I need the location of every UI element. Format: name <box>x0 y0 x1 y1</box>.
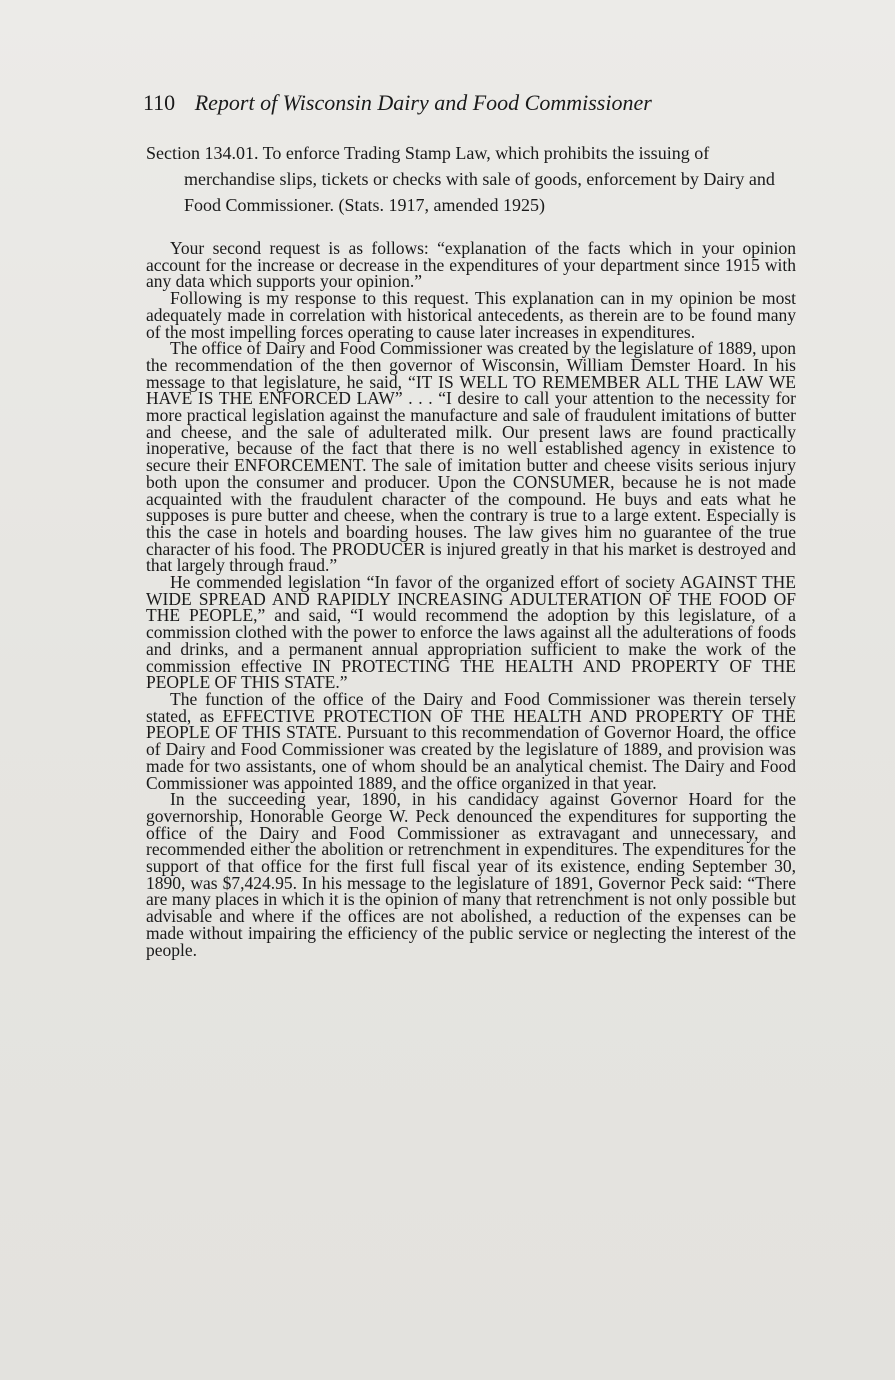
running-title: Report of Wisconsin Dairy and Food Commissioner <box>194 90 652 115</box>
paragraph: In the succeeding year, 1890, in his candidacy against Governor Hoard for the governorship, Honorable George W. Peck denounced the expenditures for supporting the office of the Dairy and Food Commissioner as extravagant and unnecessary, and recommended either the abolition or retrenchment in expenditures. The expenditures for the support of that office for the first full fiscal year of its existence, ending September 30, 1890, was $7,424.95. In his message to the legislature of 1891, Governor Peck said: “There are many places in which it is the opinion of many that retrenchment is not only possible but advisable and where if the offices are not abolished, a reduction of the expenses can be made without impairing the efficiency of the public service or neglecting the interest of the people. <box>146 789 796 960</box>
paragraph: The office of Dairy and Food Commissioner was created by the legislature of 1889, upon the recommendation of the then governor of Wisconsin, William Demster Hoard. In his message to that legislature, he said, “IT IS WELL TO REMEMBER ALL THE LAW WE HAVE IS THE ENFORCED LAW” . . . “I desire to call your attention to the necessity for more practical legislation against the manufacture and sale of fraudulent imitations of butter and cheese, and the sale of adulterated milk. Our present laws are found practically inoperative, because of the fact that there is no well established agency in existence to secure their ENFORCEMENT. The sale of imitation butter and cheese visits serious injury both upon the consumer and producer. Upon the CONSUMER, because he is not made acquainted with the fraudulent character of the compound. He buys and eats what he supposes is pure butter and cheese, when the contrary is true to a large extent. Especially is this the case in hotels and boarding houses. The law gives him no guarantee of the true character of his food. The PRODUCER is injured greatly in that his market is destroyed and that largely through fraud.” <box>146 338 796 576</box>
body-text <box>146 240 796 958</box>
section-text: Section 134.01. To enforce Trading Stamp Law, which prohibits the issuing of merchandise slips, tickets or checks with sale of goods, enforcement by Dairy and Food Commissioner. (Stats. 1917, amended 1925) <box>146 143 775 215</box>
statute-section <box>146 140 794 218</box>
paragraph: Your second request is as follows: “explanation of the facts which in your opinion account for the increase or decrease in the expenditures of your department since 1915 with any data which supports your opinion.” <box>146 238 796 292</box>
paragraph: He commended legislation “In favor of the organized effort of society AGAINST THE WIDE SPREAD AND RAPIDLY INCREASING ADULTERATION OF THE FOOD OF THE PEOPLE,” and said, “I would recommend the adoption by this legislature, of a commission clothed with the power to enforce the laws against all the adulterations of foods and drinks, and a permanent annual appropriation sufficient to make the work of the commission effective IN PROTECTING THE HEALTH AND PROPERTY OF THE PEOPLE OF THIS STATE.” <box>146 572 796 693</box>
paragraph: Following is my response to this request. This explanation can in my opinion be most adequately made in correlation with historical antecedents, as therein are to be found many of the most impelling forces operating to cause later increases in expenditures. <box>146 288 796 342</box>
page-header <box>143 90 793 116</box>
page-number: 110 <box>143 90 176 115</box>
paragraph: The function of the office of the Dairy and Food Commissioner was therein tersely stated, as EFFECTIVE PROTECTION OF THE HEALTH AND PROPERTY OF THE PEOPLE OF THIS STATE. Pursuant to this recommendation of Governor Hoard, the office of Dairy and Food Commissioner was created by the legislature of 1889, and provision was made for two assistants, one of whom should be an analytical chemist. The Dairy and Food Commissioner was appointed 1889, and the office organized in that year. <box>146 688 796 793</box>
